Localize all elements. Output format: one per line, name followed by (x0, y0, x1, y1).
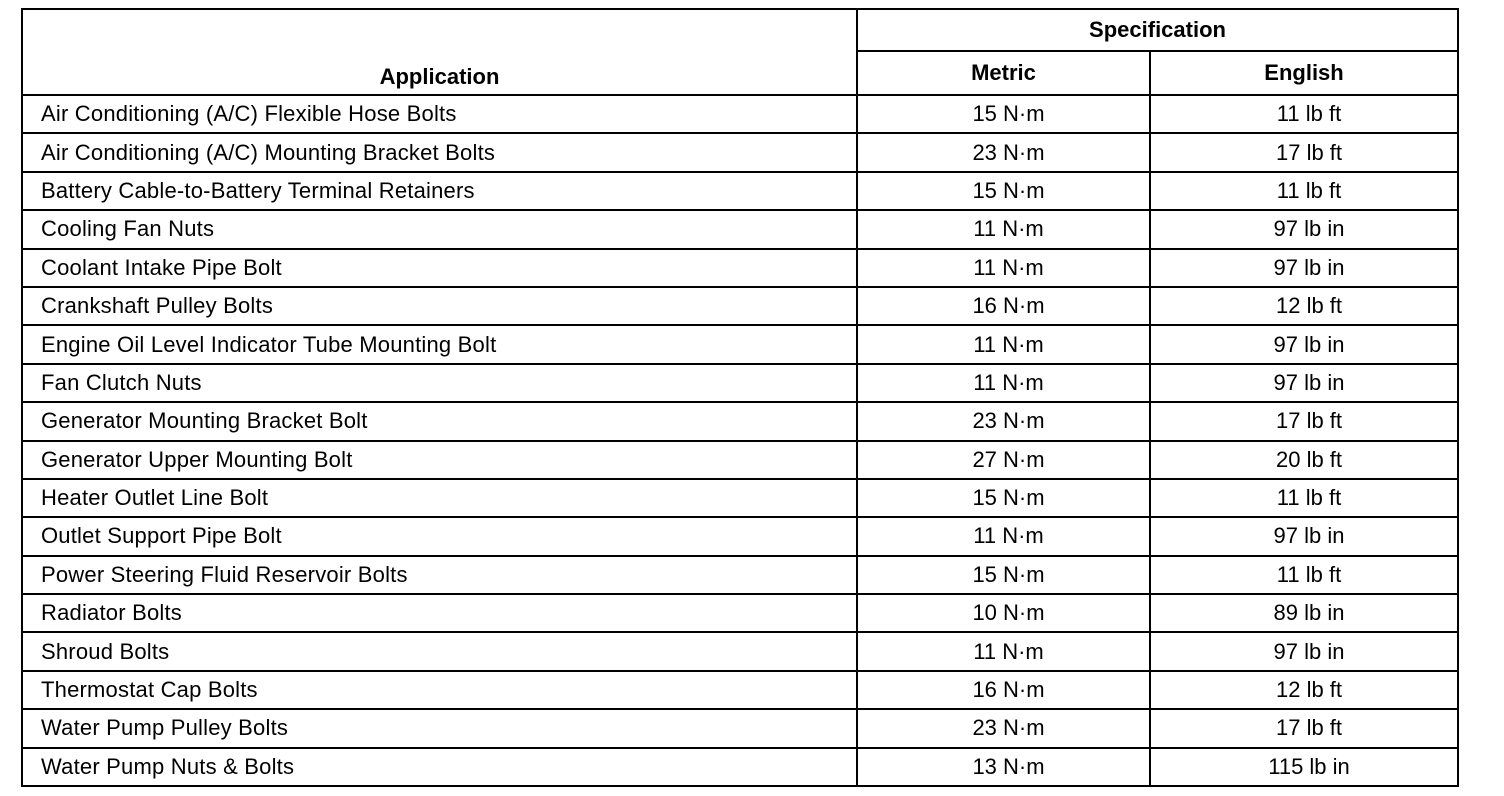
application-cell: Engine Oil Level Indicator Tube Mounting Bolt (22, 325, 857, 363)
english-value-cell: 97 lb in (1150, 517, 1458, 555)
english-value-cell: 20 lb ft (1150, 441, 1458, 479)
metric-value-cell: 23 N·m (857, 402, 1150, 440)
table-row (22, 556, 1458, 594)
table-row (22, 479, 1458, 517)
fastener-spec-table (21, 8, 1459, 787)
english-value-cell: 17 lb ft (1150, 709, 1458, 747)
table-row (22, 748, 1458, 786)
table-row (22, 210, 1458, 248)
table-row (22, 709, 1458, 747)
header-english: English (1150, 51, 1458, 95)
application-cell: Cooling Fan Nuts (22, 210, 857, 248)
table-row (22, 594, 1458, 632)
english-value-cell: 89 lb in (1150, 594, 1458, 632)
metric-value-cell: 16 N·m (857, 671, 1150, 709)
metric-value-cell: 11 N·m (857, 517, 1150, 555)
metric-value-cell: 15 N·m (857, 556, 1150, 594)
metric-value-cell: 11 N·m (857, 249, 1150, 287)
english-value-cell: 11 lb ft (1150, 556, 1458, 594)
application-cell: Coolant Intake Pipe Bolt (22, 249, 857, 287)
application-cell: Crankshaft Pulley Bolts (22, 287, 857, 325)
metric-value-cell: 15 N·m (857, 95, 1150, 133)
table-row (22, 249, 1458, 287)
table-row (22, 402, 1458, 440)
english-value-cell: 17 lb ft (1150, 402, 1458, 440)
header-application: Application (22, 9, 857, 95)
english-value-cell: 97 lb in (1150, 210, 1458, 248)
metric-value-cell: 11 N·m (857, 210, 1150, 248)
table-row (22, 441, 1458, 479)
table-row (22, 325, 1458, 363)
english-value-cell: 97 lb in (1150, 325, 1458, 363)
application-cell: Air Conditioning (A/C) Mounting Bracket Bolts (22, 133, 857, 171)
english-value-cell: 97 lb in (1150, 632, 1458, 670)
english-value-cell: 97 lb in (1150, 364, 1458, 402)
header-metric: Metric (857, 51, 1150, 95)
application-cell: Power Steering Fluid Reservoir Bolts (22, 556, 857, 594)
english-value-cell: 12 lb ft (1150, 287, 1458, 325)
table-row (22, 133, 1458, 171)
english-value-cell: 17 lb ft (1150, 133, 1458, 171)
metric-value-cell: 15 N·m (857, 479, 1150, 517)
header-specification: Specification (857, 9, 1458, 51)
table-row (22, 517, 1458, 555)
metric-value-cell: 16 N·m (857, 287, 1150, 325)
metric-value-cell: 10 N·m (857, 594, 1150, 632)
table-row (22, 632, 1458, 670)
table-row (22, 287, 1458, 325)
application-cell: Shroud Bolts (22, 632, 857, 670)
metric-value-cell: 23 N·m (857, 709, 1150, 747)
metric-value-cell: 11 N·m (857, 632, 1150, 670)
application-cell: Thermostat Cap Bolts (22, 671, 857, 709)
application-cell: Generator Upper Mounting Bolt (22, 441, 857, 479)
metric-value-cell: 23 N·m (857, 133, 1150, 171)
application-cell: Water Pump Pulley Bolts (22, 709, 857, 747)
metric-value-cell: 27 N·m (857, 441, 1150, 479)
metric-value-cell: 13 N·m (857, 748, 1150, 786)
application-cell: Radiator Bolts (22, 594, 857, 632)
english-value-cell: 11 lb ft (1150, 95, 1458, 133)
application-cell: Heater Outlet Line Bolt (22, 479, 857, 517)
table-row (22, 95, 1458, 133)
english-value-cell: 11 lb ft (1150, 172, 1458, 210)
english-value-cell: 115 lb in (1150, 748, 1458, 786)
application-cell: Generator Mounting Bracket Bolt (22, 402, 857, 440)
application-cell: Air Conditioning (A/C) Flexible Hose Bolts (22, 95, 857, 133)
table-row (22, 172, 1458, 210)
metric-value-cell: 11 N·m (857, 325, 1150, 363)
table-row (22, 364, 1458, 402)
english-value-cell: 12 lb ft (1150, 671, 1458, 709)
application-cell: Water Pump Nuts & Bolts (22, 748, 857, 786)
english-value-cell: 97 lb in (1150, 249, 1458, 287)
application-cell: Outlet Support Pipe Bolt (22, 517, 857, 555)
metric-value-cell: 11 N·m (857, 364, 1150, 402)
table-row (22, 671, 1458, 709)
english-value-cell: 11 lb ft (1150, 479, 1458, 517)
metric-value-cell: 15 N·m (857, 172, 1150, 210)
application-cell: Fan Clutch Nuts (22, 364, 857, 402)
application-cell: Battery Cable-to-Battery Terminal Retainers (22, 172, 857, 210)
